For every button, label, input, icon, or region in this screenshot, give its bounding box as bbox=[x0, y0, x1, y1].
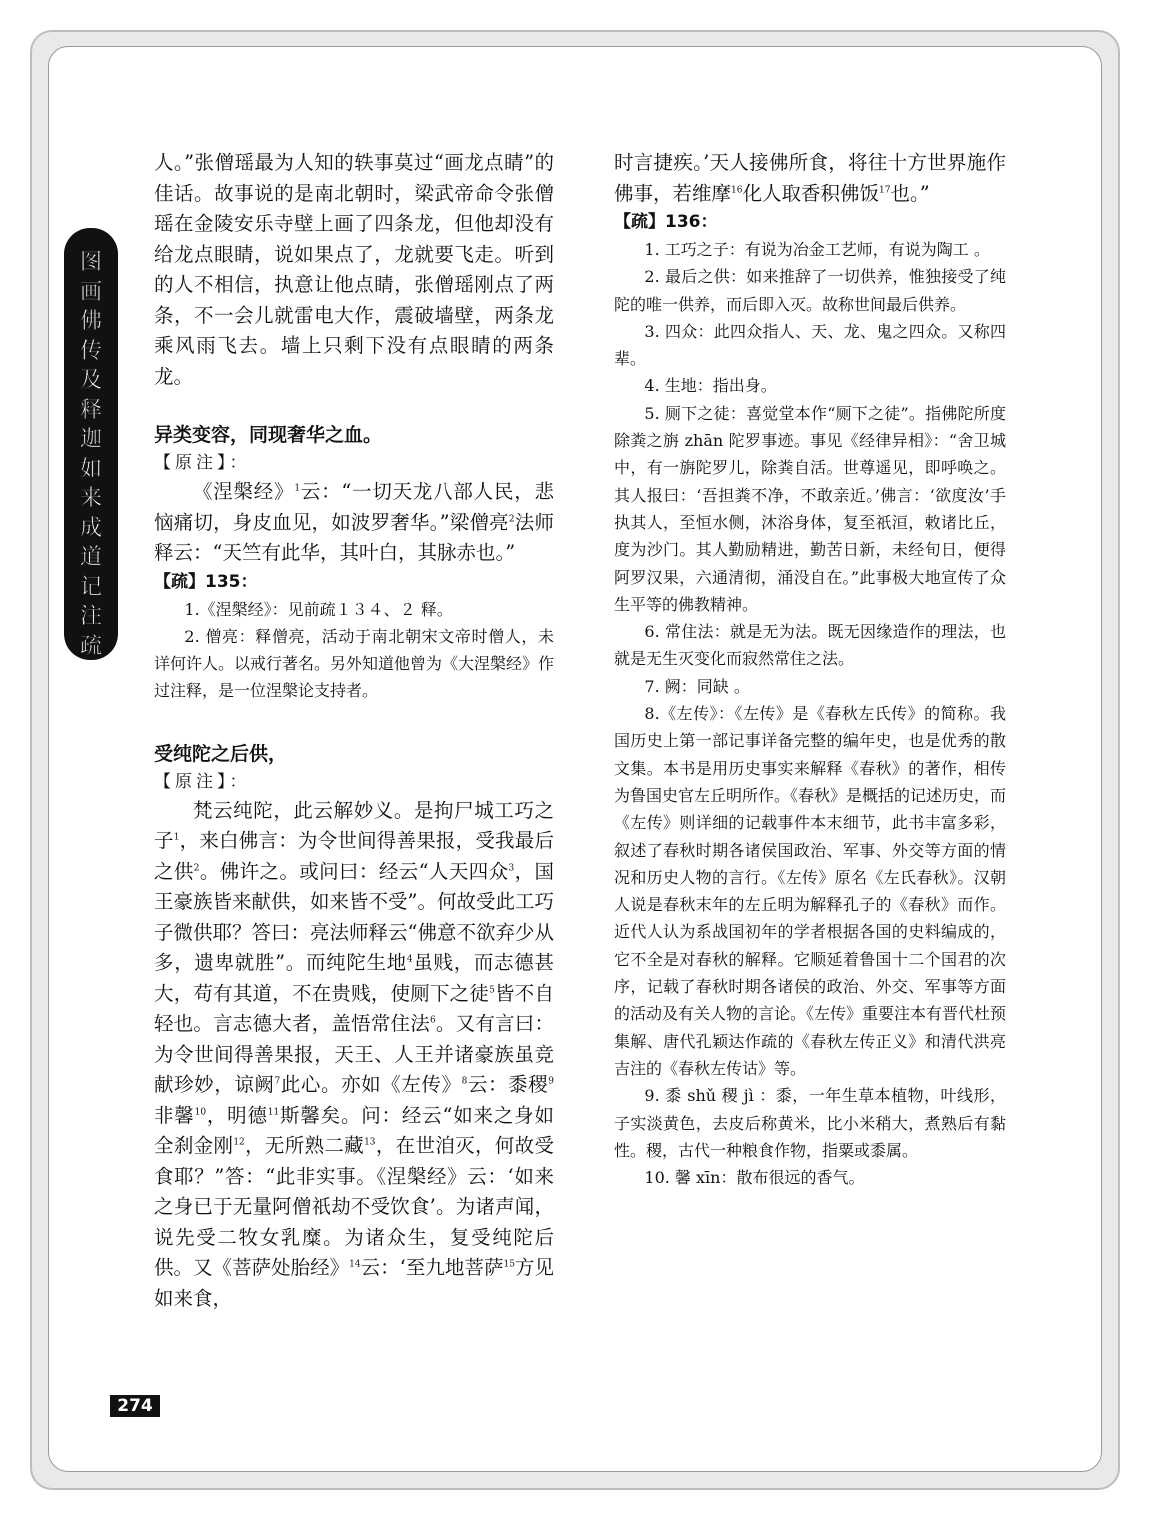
yuanzhu-label-2: 【原注】： bbox=[154, 771, 251, 792]
side-title-char: 道 bbox=[79, 545, 102, 570]
side-title-char: 图 bbox=[79, 250, 102, 275]
yuanzhu-text-1: 《涅槃经》$^1$云：“一切天龙八部人民，悲恼痛切，身皮血见，如波罗奢华。”梁僧亮$^2$法师释云：“天竺有此华，其叶白，其脉赤也。” bbox=[154, 480, 554, 564]
left-column bbox=[154, 148, 554, 1314]
shu-136-label: 【疏】136： bbox=[614, 212, 718, 232]
note-136-2: 2. 最后之供：如来推辞了一切供养，惟独接受了纯陀的唯一供养，而后即入灭。故称世间最后供养。 bbox=[614, 267, 1006, 314]
side-title-char: 释 bbox=[79, 397, 102, 423]
intro-paragraph: 人。”张僧瑶最为人知的轶事莫过“画龙点睛”的佳话。故事说的是南北朝时，梁武帝命令张僧瑶在金陵安乐寺壁上画了四条龙，但他却没有给龙点眼睛，说如果点了，龙就要飞走。听到的人不相信，执意让他点睛，张僧瑶刚点了两条，不一会儿就雷电大作，震破墙壁，两条龙乘风雨飞去。墙上只剩下没有点眼睛的两条龙。 bbox=[154, 151, 554, 388]
side-title-char: 画 bbox=[79, 279, 102, 305]
side-title-char: 如 bbox=[79, 456, 102, 482]
side-title-char: 传 bbox=[79, 338, 102, 364]
section-heading-1: 异类变容，同现奢华之血。 bbox=[154, 424, 383, 446]
side-title-char: 成 bbox=[79, 515, 102, 541]
page-number: 274 bbox=[110, 1395, 160, 1417]
side-title-tab bbox=[64, 228, 118, 660]
shu-135-label: 【疏】135： bbox=[154, 571, 258, 592]
note-135-1: 1.《涅槃经》：见前疏１３４、２ 释。 bbox=[184, 599, 453, 619]
note-135-2: 2. 僧亮：释僧亮，活动于南北朝宋文帝时僧人，未详何许人。以戒行著名。另外知道他曾为《大涅槃经》作过注释，是一位涅槃论支持者。 bbox=[154, 626, 555, 701]
continued-text: 时言捷疾。’天人接佛所食，将往十方世界施作佛事，若维摩$^{16}$化人取香积佛饭$^{17}$也。” bbox=[614, 151, 1006, 205]
yuanzhu-label-1: 【原注】： bbox=[154, 453, 251, 473]
note-136-6: 6. 常住法：就是无为法。既无因缘造作的理法，也就是无生灭变化而寂然常住之法。 bbox=[614, 622, 1006, 669]
right-column bbox=[614, 148, 1006, 1191]
note-136-10: 10. 馨 xīn：散布很远的香气。 bbox=[644, 1168, 865, 1188]
note-136-5: 5. 厕下之徒：喜觉堂本作“厕下之徒”。指佛陀所度除粪之旃 zhān 陀罗事迹。事见《经律异相》：“舍卫城中，有一旃陀罗儿，除粪自活。世尊遥见，即呼唤之。其人报曰：‘吾担粪不净，不敢亲近。’佛言：‘欲度汝’手执其人，至恒水侧，沐浴身体，复至祇洹，敕诸比丘，度为沙门。其人勤励精进，勤苦日新，未经旬日，便得阿罗汉果，六通清彻，涌没自在。”此事极大地宣传了众生平等的佛教精神。 bbox=[614, 403, 1006, 614]
side-title-char: 注 bbox=[79, 604, 102, 629]
side-title-char: 及 bbox=[79, 368, 102, 393]
side-title-char: 佛 bbox=[79, 309, 102, 334]
side-title-char: 迦 bbox=[79, 427, 102, 452]
note-136-8: 8.《左传》：《左传》是《春秋左氏传》的简称。我国历史上第一部记事详备完整的编年史，也是优秀的散文集。本书是用历史事实来解释《春秋》的著作，相传为鲁国史官左丘明所作。《春秋》是概括的记述历史，而《左传》则详细的记载事件本末细节，此书丰富多彩，叙述了春秋时期各诸侯国政治、军事、外交等方面的情况和历史人物的言行。《左传》原名《左氏春秋》。汉朝人说是春秋末年的左丘明为解释孔子的《春秋》而作。近代人认为系战国初年的学者根据各国的史料编成的，它不全是对春秋的解释。它顺延着鲁国十二个国君的次序，记载了春秋时期各诸侯的政治、外交、军事等方面的活动及有关人物的言论。《左传》重要注本有晋代杜预集解、唐代孔颖达作疏的《春秋左传正义》和清代洪亮吉注的《春秋左传诂》等。 bbox=[614, 704, 1007, 1078]
note-136-4: 4. 生地：指出身。 bbox=[644, 376, 777, 396]
section-heading-2: 受纯陀之后供， bbox=[154, 742, 288, 765]
note-136-7: 7. 阙：同缺 。 bbox=[644, 676, 750, 696]
note-136-1: 1. 工巧之子：有说为冶金工艺师，有说为陶工 。 bbox=[644, 240, 990, 259]
yuanzhu-text-2: 梵云纯陀，此云解妙义。是拘尸城工巧之子$^1$，来白佛言：为令世间得善果报，受我最后之供$^2$。佛许之。或问曰：经云“人天四众$^3$，国王豪族皆来献供，如来皆不受”。何故受此工巧子微供耶？答曰：亮法师释云“佛意不欲弃少从多，遗卑就胜”。而纯陀生地$^4$虽贱，而志德甚大，苟有其道，不在贵贱，使厕下之徒$^5$皆不自轻也。言志德大者，盖悟常住法$^6$。又有言曰：为令世间得善果报，天王、人王并诸豪族虽竞献珍妙，谅阙$^7$此心。亦如《左传》$^8$云：黍稷$^9$非馨$^{10}$，明德$^{11}$斯馨矣。问：经云“如来之身如全刹金刚$^{12}$，无所熟二藏$^{13}$，在世洎灭，何故受食耶？”答：“此非实事。《涅槃经》云：‘如来之身已于无量阿僧祇劫不受饮食’。为诸声闻，说先受二牧女乳糜。为诸众生，复受纯陀后供。又《菩萨处胎经》$^{14}$云：‘至九地菩萨$^{15}$方见如来食， bbox=[154, 798, 554, 1310]
side-title-char: 来 bbox=[79, 486, 102, 511]
side-title-char: 疏 bbox=[79, 633, 102, 659]
note-136-9: 9. 黍 shǔ 稷 jì ：黍，一年生草本植物，叶线形，子实淡黄色，去皮后称黄米，比小米稍大，煮熟后有黏性。稷，古代一种粮食作物，指粟或黍属。 bbox=[614, 1086, 1006, 1160]
side-title-char: 记 bbox=[79, 574, 102, 600]
note-136-3: 3. 四众：此四众指人、天、龙、鬼之四众。又称四辈。 bbox=[614, 321, 1006, 369]
